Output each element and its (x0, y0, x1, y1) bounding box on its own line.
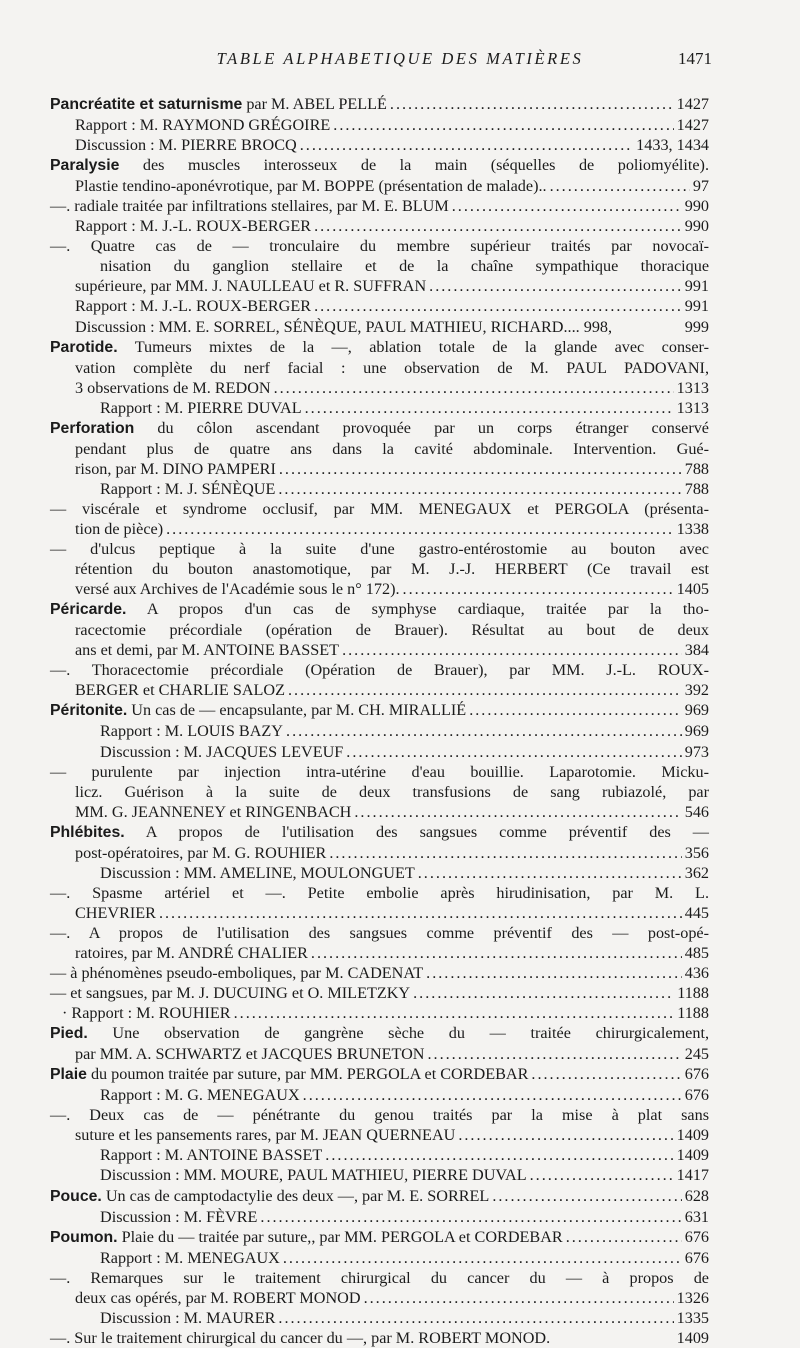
page-ref: 245 (684, 1045, 709, 1064)
entry-text: par MM. A. SCHWARTZ et JACQUES BRUNETON (75, 1045, 425, 1064)
leader-dots (274, 378, 674, 398)
entry-text: Tumeurs mixtes de la —, ablation totale de la glande avec conser- (117, 337, 709, 356)
page-ref: 445 (684, 903, 709, 922)
entry-text: —. Spasme artériel et —. Petite embolie après hirudinisation, par M. L. (50, 883, 709, 902)
leader-dots (427, 1044, 681, 1064)
index-entry-continuation (50, 439, 709, 459)
entry-text: CHEVRIER (75, 903, 156, 922)
leader-dots (159, 903, 682, 923)
page-ref: 1409 (676, 1328, 709, 1347)
entry-text: Plaie du — traitée par suture,, par MM. PERGOLA et CORDEBAR (117, 1227, 563, 1246)
page-ref: 969 (684, 701, 709, 720)
entry-text: post-opératoires, par M. G. ROUHIER (75, 843, 327, 862)
leader-dots (413, 983, 674, 1003)
index-entry-continuation (50, 1044, 709, 1064)
index-entry-continuation (50, 256, 709, 276)
entry-text: —. Quatre cas de — tronculaire du membre supérieur traités par novocaï- (50, 237, 709, 256)
leader-dots (279, 459, 682, 479)
index-entry-continuation (50, 358, 709, 378)
entry-text: Discussion : M. MAURER (100, 1308, 276, 1327)
page-ref: 788 (684, 459, 709, 478)
leader-dots (329, 843, 681, 863)
page-ref: 1188 (677, 984, 709, 1003)
index-entry-plaie-genou (50, 1105, 709, 1125)
page-ref: 676 (684, 1065, 709, 1084)
leader-dots (234, 1003, 675, 1023)
entry-text: des muscles interosseux de la main (séquelles de poliomyélite). (119, 156, 709, 175)
leader-dots (314, 216, 682, 236)
page-ref: 1427 (676, 116, 709, 135)
index-entry-continuation (50, 378, 709, 398)
entry-text: vation complète du nerf facial : une observation de M. PAUL PADOVANI, (75, 358, 709, 377)
index-entry-continuation (50, 276, 709, 296)
leader-dots (300, 135, 633, 155)
entry-text: — d'ulcus peptique à la suite d'une gastro-entérostomie au bouton avec (50, 540, 709, 559)
leader-dots (278, 1308, 673, 1328)
leader-dots (286, 721, 682, 741)
page-ref: 356 (684, 843, 709, 862)
leader-dots (325, 1145, 673, 1165)
page-ref: 991 (684, 277, 709, 296)
leader-dots (346, 742, 681, 762)
index-entry-rapport (50, 1003, 709, 1023)
index-entry-rapport (50, 216, 709, 236)
page-ref: 1409 (676, 1126, 709, 1145)
entry-text: BERGER et CHARLIE SALOZ (75, 681, 285, 700)
page-ref: 676 (684, 1248, 709, 1267)
index-keyword: Plaie (50, 1066, 87, 1084)
leader-dots (364, 1288, 674, 1308)
leader-dots (390, 94, 674, 114)
page-ref: 628 (684, 1186, 709, 1205)
entry-text: tion de pièce) (75, 519, 164, 538)
index-entry-perforation-ulcus (50, 539, 709, 559)
index-entry-discussion (50, 1207, 709, 1227)
entry-text: — à phénomènes pseudo-emboliques, par M. CADENAT (50, 964, 424, 983)
entry-text: racectomie précordiale (opération de Brauer). Résultat au bout de deux (75, 621, 709, 640)
entry-text: Rapport : M. J. SÉNÈQUE (100, 479, 276, 498)
index-entry-discussion (50, 317, 709, 337)
index-keyword: Phlébites. (50, 823, 125, 841)
index-entry-rapport (50, 1085, 709, 1105)
page-ref: 1188 (677, 1004, 709, 1023)
index-entry-discussion (50, 135, 709, 155)
entry-text: versé aux Archives de l'Académie sous le n° 172). (75, 580, 400, 599)
entry-text: deux cas opérés, par M. ROBERT MONOD (75, 1288, 361, 1307)
entry-text: · Rapport : M. ROUHIER (62, 1004, 231, 1023)
leader-dots (311, 943, 682, 963)
index-entry-discussion (50, 742, 709, 762)
index-entry-continuation (50, 943, 709, 963)
leader-dots (403, 579, 674, 599)
page-ref: 1405 (676, 580, 709, 599)
index-entry-pericarde (50, 599, 709, 620)
entry-text: 3 observations de M. REDON (75, 378, 271, 397)
leader-dots (303, 1085, 682, 1105)
leader-dots (418, 863, 682, 883)
leader-dots (426, 963, 682, 983)
entry-text: Rapport : M. MENEGAUX (100, 1248, 280, 1267)
entry-text: du côlon ascendant provoquée par un corps étranger conservé (134, 418, 709, 437)
page-ref: 1433, 1434 (636, 136, 709, 155)
leader-dots (354, 802, 681, 822)
leader-dots (166, 519, 674, 539)
page-ref: 362 (684, 863, 709, 882)
entry-text: Discussion : MM. E. SORREL, SÉNÈQUE, PAUL MATHIEU, RICHARD.... 998, (75, 317, 613, 336)
leader-dots (314, 296, 682, 316)
leader-dots (469, 700, 682, 720)
entry-text: nisation du ganglion stellaire et de la chaîne sympathique thoracique (100, 257, 709, 276)
index-entry-rapport (50, 721, 709, 741)
index-entry-discussion (50, 1165, 709, 1185)
index-entry-paralysie-radiale (50, 196, 709, 216)
index-entry-continuation (50, 1125, 709, 1145)
index-keyword: Poumon. (50, 1228, 118, 1246)
index-entry-rapport (50, 398, 709, 418)
entry-text: MM. G. JEANNENEY et RINGENBACH (75, 802, 352, 821)
index-entry-continuation (50, 579, 709, 599)
entry-text: Discussion : MM. AMELINE, MOULONGUET (100, 863, 415, 882)
index-entry-continuation (50, 559, 709, 579)
index-entry-plaie (50, 1064, 709, 1085)
page-ref: 1313 (676, 378, 709, 397)
entry-text: — purulente par injection intra-utérine d'eau bouillie. Laparotomie. Micku- (50, 762, 709, 781)
entry-text: Rapport : M. LOUIS BAZY (100, 722, 284, 741)
page-ref: 1427 (676, 95, 709, 113)
index-entry-parotide (50, 337, 709, 358)
entry-text: Un cas de camptodactylie des deux —, par M. E. SORREL (101, 1186, 490, 1205)
index-entry-continuation (50, 903, 709, 923)
index-entry-rapport (50, 296, 709, 316)
entry-text: A propos d'un cas de symphyse cardiaque, traitée par la tho- (126, 600, 709, 619)
entry-text: —. Remarques sur le traitement chirurgical du cancer du — à propos de (50, 1268, 709, 1287)
entry-text: Discussion : M. FÈVRE (100, 1207, 258, 1226)
index-entry-phlebites-sangsues (50, 923, 709, 943)
index-keyword: Perforation (50, 419, 135, 437)
page-ref: 1417 (676, 1166, 709, 1185)
index-entry-discussion (50, 1308, 709, 1328)
index-entry-peritonite (50, 700, 709, 721)
index-entry-discussion (50, 863, 709, 883)
index-keyword: Paralysie (50, 157, 120, 175)
entry-text: —. Deux cas de — pénétrante du genou traités par la mise à plat sans (50, 1106, 709, 1125)
index-entry-perforation-viscerale (50, 499, 709, 519)
entry-text: Un cas de — encapsulante, par M. CH. MIRALLIÉ (127, 701, 467, 720)
entry-text: Rapport : M. J.-L. ROUX-BERGER (75, 217, 312, 236)
page-ref: 485 (684, 943, 709, 962)
leader-dots (550, 176, 690, 196)
index-entry-pied (50, 1023, 709, 1044)
page-ref: 97 (692, 177, 709, 196)
entry-text: Plastie tendino-aponévrotique, par M. BOPPE (présentation de malade).. (75, 177, 547, 196)
leader-dots (260, 1207, 681, 1227)
entry-text: du poumon traitée par suture, par MM. PERGOLA et CORDEBAR (86, 1065, 529, 1084)
leader-dots (566, 1227, 682, 1247)
entry-text: suture et les pansements rares, par M. JEAN QUERNEAU (75, 1126, 456, 1145)
entry-text: —. Sur le traitement chirurgical du cancer du —, par M. ROBERT MONOD. (50, 1328, 551, 1347)
entry-text: rison, par M. DINO PAMPERI (75, 459, 276, 478)
page-ref: 384 (684, 641, 709, 660)
page-ref: 991 (684, 297, 709, 316)
index-keyword: Pouce. (50, 1187, 102, 1205)
page-ref: 1335 (676, 1308, 709, 1327)
index-entry-continuation (50, 782, 709, 802)
index-entry-pericarde-thoracectomie (50, 660, 709, 680)
entry-text: Rapport : M. ANTOINE BASSET (100, 1146, 323, 1165)
leader-dots (333, 115, 673, 135)
leader-dots (429, 276, 682, 296)
index-entry-poumon-cancer (50, 1268, 709, 1288)
leader-dots (452, 196, 682, 216)
index-keyword: Parotide. (50, 338, 118, 356)
page-ref: 788 (684, 479, 709, 498)
index-entry-continuation (50, 640, 709, 660)
page-ref: 392 (684, 681, 709, 700)
entry-text: — et sangsues, par M. J. DUCUING et O. MILETZKY (50, 984, 411, 1003)
entry-text: Discussion : M. JACQUES LEVEUF (100, 742, 344, 761)
running-title: TABLE ALPHABETIQUE DES MATIÈRES (216, 49, 584, 68)
leader-dots (288, 680, 682, 700)
index-keyword: Pied. (50, 1025, 88, 1043)
page-ref: 1409 (676, 1146, 709, 1165)
entry-text: supérieure, par MM. J. NAULLEAU et R. SUFFRAN (75, 277, 427, 296)
entry-text: ratoires, par M. ANDRÉ CHALIER (75, 943, 308, 962)
page-ref: 990 (684, 217, 709, 236)
index-keyword: Péritonite. (50, 702, 128, 720)
leader-dots (283, 1248, 682, 1268)
page-ref: 973 (684, 742, 709, 761)
index-entry-rapport (50, 1145, 709, 1165)
entry-text: par M. ABEL PELLÉ (242, 95, 387, 113)
index-entry-pancreatite (50, 94, 709, 115)
page-header (0, 49, 800, 73)
page-ref: 546 (684, 802, 709, 821)
entry-text: —. Thoracectomie précordiale (Opération de Brauer), par MM. J.-L. ROUX- (50, 661, 709, 680)
entry-text: —. A propos de l'utilisation des sangsues comme préventif des — post-opé- (50, 923, 709, 942)
index-entry-poumon-cancer-2 (50, 1328, 709, 1348)
index-entry-continuation (50, 680, 709, 700)
index-entry-rapport (50, 115, 709, 135)
page-ref: 1338 (676, 519, 709, 538)
index-entry-continuation (50, 1288, 709, 1308)
index-entry-continuation (50, 519, 709, 539)
page-ref: 969 (684, 722, 709, 741)
entry-text: Rapport : M. RAYMOND GRÉGOIRE (75, 116, 331, 135)
entry-text: Discussion : MM. MOURE, PAUL MATHIEU, PIERRE DUVAL (100, 1166, 527, 1185)
index-keyword: Pancréatite et saturnisme (50, 96, 243, 113)
leader-dots (492, 1186, 681, 1206)
leader-dots (305, 398, 674, 418)
page-ref: 676 (684, 1086, 709, 1105)
entry-text: A propos de l'utilisation des sangsues comme préventif des — (124, 822, 709, 841)
entry-text: Rapport : M. PIERRE DUVAL (100, 398, 302, 417)
entry-text: Rapport : M. G. MENEGAUX (100, 1086, 300, 1105)
entry-text: ans et demi, par M. ANTOINE BASSET (75, 641, 340, 660)
page-ref: 999 (684, 317, 709, 336)
page-ref: 631 (684, 1207, 709, 1226)
index-entry-phlebites-spasme (50, 883, 709, 903)
entry-text: licz. Guérison à la suite de deux transfusions de sang rubiazolé, par (75, 782, 709, 801)
entry-text: rétention du bouton anastomotique, par M. J.-J. HERBERT (Ce travail est (75, 560, 709, 579)
leader-dots (342, 640, 682, 660)
index-entry-continuation (50, 802, 709, 822)
index-entry-continuation (50, 620, 709, 640)
index-entry-rapport (50, 1248, 709, 1268)
page-ref: 1326 (676, 1288, 709, 1307)
page-ref: 990 (684, 197, 709, 216)
leader-dots (530, 1165, 674, 1185)
index-entry-paralysie-tronculaire (50, 236, 709, 256)
leader-dots (531, 1064, 681, 1084)
index-entry-peritonite-purulente (50, 762, 709, 782)
entry-text: Discussion : M. PIERRE BROCQ (75, 136, 297, 155)
page-ref: 1313 (676, 398, 709, 417)
index-entry-pouce (50, 1186, 709, 1207)
index-entry-continuation (50, 176, 709, 196)
index-entry-phlebites-pseudo (50, 963, 709, 983)
index-entry-paralysie (50, 155, 709, 176)
index-keyword: Péricarde. (50, 601, 127, 619)
index-entry-phlebites-sangsues-2 (50, 983, 709, 1003)
leader-dots (278, 479, 681, 499)
index-entry-continuation (50, 459, 709, 479)
leader-dots (458, 1125, 673, 1145)
entry-text: Une observation de gangrène sèche du — traitée chirurgicalement, (87, 1024, 709, 1043)
index-entry-continuation (50, 843, 709, 863)
index-entries (50, 94, 709, 1348)
entry-text: — viscérale et syndrome occlusif, par MM. MENEGAUX et PERGOLA (présenta- (50, 499, 709, 518)
page-ref: 436 (684, 964, 709, 983)
page-ref: 676 (684, 1227, 709, 1246)
index-entry-poumon (50, 1227, 709, 1248)
entry-text: pendant plus de quatre ans dans la cavité abdominale. Intervention. Gué- (75, 439, 709, 458)
entry-text: —. radiale traitée par infiltrations stellaires, par M. E. BLUM (50, 197, 449, 216)
index-entry-rapport (50, 479, 709, 499)
page-number: 1471 (678, 49, 712, 68)
index-entry-phlebites (50, 822, 709, 843)
entry-text: Rapport : M. J.-L. ROUX-BERGER (75, 297, 312, 316)
index-entry-perforation (50, 418, 709, 439)
